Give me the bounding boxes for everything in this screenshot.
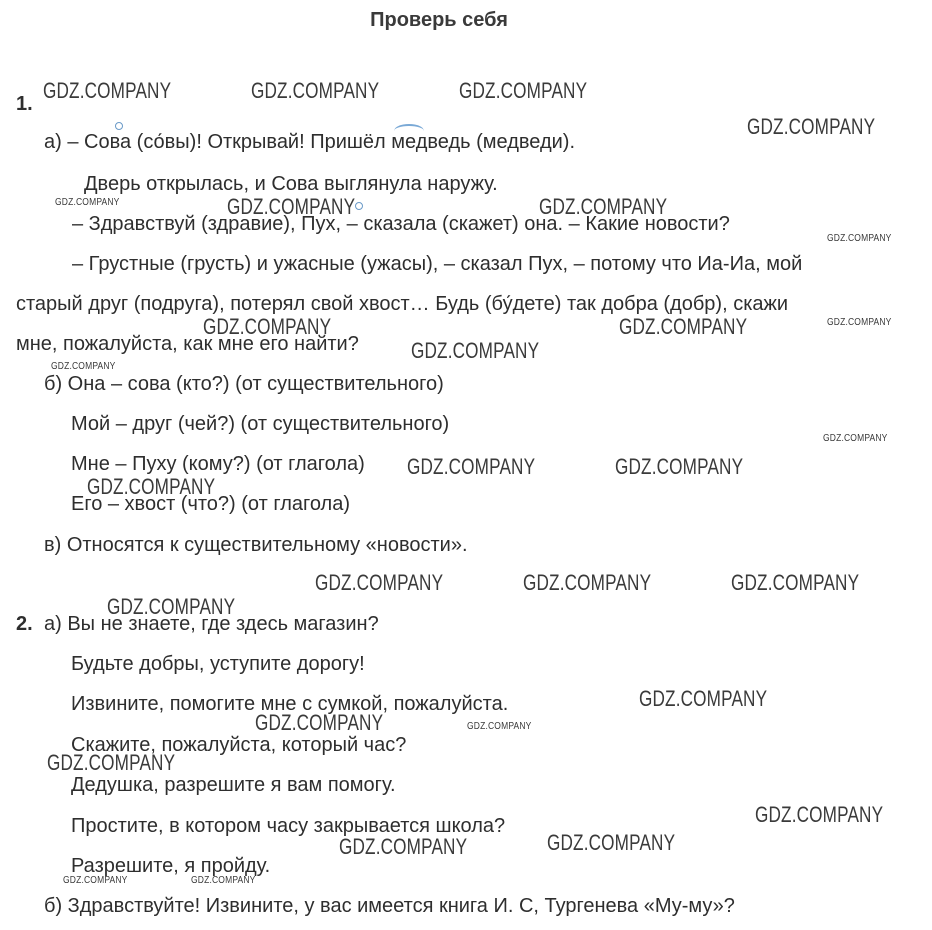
watermark: GDZ.COMPANY	[191, 875, 256, 886]
task-2-line-6: Простите, в котором часу закрывается школа?	[71, 815, 506, 837]
watermark: GDZ.COMPANY	[251, 78, 380, 103]
watermark: GDZ.COMPANY	[55, 197, 120, 208]
stress-mark-arc	[394, 124, 424, 138]
stress-mark-ring	[355, 202, 363, 210]
page-title: Проверь себя	[370, 9, 508, 31]
task-1-line-6: мне, пожалуйста, как мне его найти?	[16, 333, 359, 355]
watermark: GDZ.COMPANY	[459, 78, 588, 103]
watermark: GDZ.COMPANY	[203, 314, 332, 339]
task-2-line-3: Извините, помогите мне с сумкой, пожалуйста.	[71, 693, 509, 715]
watermark: GDZ.COMPANY	[255, 710, 384, 735]
watermark: GDZ.COMPANY	[827, 317, 892, 328]
watermark: GDZ.COMPANY	[755, 802, 884, 827]
task-2-line-5: Дедушка, разрешите я вам помогу.	[71, 774, 396, 796]
watermark: GDZ.COMPANY	[467, 721, 532, 732]
watermark: GDZ.COMPANY	[639, 686, 768, 711]
task-1-line-8: Мой – друг (чей?) (от существительного)	[71, 413, 450, 435]
watermark: GDZ.COMPANY	[523, 570, 652, 595]
watermark: GDZ.COMPANY	[87, 474, 216, 499]
watermark: GDZ.COMPANY	[227, 194, 356, 219]
watermark: GDZ.COMPANY	[51, 361, 116, 372]
task-1-line-4: – Грустные (грусть) и ужасные (ужасы), – сказал Пух, – потому что Иа-Иа, мой	[72, 253, 803, 275]
task-2-line-2: Будьте добры, уступите дорогу!	[71, 653, 365, 675]
task-2-line-7: Разрешите, я пройду.	[71, 855, 271, 877]
stress-mark-ring	[115, 122, 123, 130]
task-2-line-4: Скажите, пожалуйста, который час?	[71, 734, 407, 756]
task-1-line-7: б) Она – сова (кто?) (от существительного)	[44, 373, 444, 395]
watermark: GDZ.COMPANY	[731, 570, 860, 595]
watermark: GDZ.COMPANY	[827, 233, 892, 244]
task-1-line-5: старый друг (подруга), потерял свой хвост… Будь (бу́дете) так добра (добр), скажи	[16, 293, 789, 315]
task-2-line-8: б) Здравствуйте! Извините, у вас имеется книга И. С, Тургенева «Му-му»?	[44, 895, 735, 917]
task-2-number: 2.	[16, 613, 33, 635]
task-1-line-3: – Здравствуй (здравие), Пух, – сказала (скажет) она. – Какие новости?	[72, 213, 730, 235]
watermark: GDZ.COMPANY	[407, 454, 536, 479]
task-1-number: 1.	[16, 93, 33, 115]
watermark: GDZ.COMPANY	[747, 114, 876, 139]
watermark: GDZ.COMPANY	[339, 834, 468, 859]
task-1-line-1: а) – Сова (со́вы)! Открывай! Пришёл медведь (медведи).	[44, 131, 576, 153]
watermark: GDZ.COMPANY	[615, 454, 744, 479]
task-2-line-1: а) Вы не знаете, где здесь магазин?	[44, 613, 379, 635]
watermark: GDZ.COMPANY	[547, 830, 676, 855]
watermark: GDZ.COMPANY	[43, 78, 172, 103]
task-1-line-10: Его – хвост (что?) (от глагола)	[71, 493, 350, 515]
watermark: GDZ.COMPANY	[107, 594, 236, 619]
watermark: GDZ.COMPANY	[823, 433, 888, 444]
watermark: GDZ.COMPANY	[47, 750, 176, 775]
watermark: GDZ.COMPANY	[315, 570, 444, 595]
task-1-line-9: Мне – Пуху (кому?) (от глагола)	[71, 453, 365, 475]
task-1-line-2: Дверь открылась, и Сова выглянула наружу.	[84, 173, 498, 195]
task-1-line-11: в) Относятся к существительному «новости».	[44, 534, 468, 556]
watermark: GDZ.COMPANY	[63, 875, 128, 886]
watermark: GDZ.COMPANY	[619, 314, 748, 339]
watermark: GDZ.COMPANY	[539, 194, 668, 219]
watermark: GDZ.COMPANY	[411, 338, 540, 363]
